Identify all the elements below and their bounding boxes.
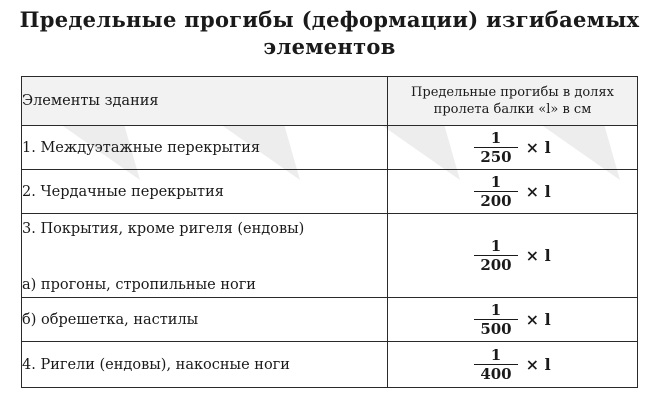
fraction-denominator: 200 xyxy=(474,255,517,274)
fraction-numerator: 1 xyxy=(490,301,502,319)
fraction xyxy=(474,301,517,338)
multiplier: × l xyxy=(525,182,551,201)
row-label: 2. Чердачные перекрытия xyxy=(22,170,388,214)
table-row xyxy=(22,214,638,298)
multiplier: × l xyxy=(525,310,551,329)
table-row xyxy=(22,170,638,214)
row-sublabel: а) прогоны, стропильные ноги xyxy=(22,276,256,293)
row-value xyxy=(388,214,638,298)
table-row xyxy=(22,126,638,170)
row-value xyxy=(388,170,638,214)
row-value xyxy=(388,126,638,170)
title-line-1: Предельные прогибы (деформации) изгибаемых xyxy=(19,7,640,32)
fraction xyxy=(474,237,517,274)
column-header-deflection: Предельные прогибы в долях пролета балки «l» в см xyxy=(388,77,638,126)
document-title xyxy=(0,6,659,60)
column-header-elements: Элементы здания xyxy=(22,77,388,126)
fraction-numerator: 1 xyxy=(490,237,502,255)
multiplier: × l xyxy=(525,355,551,374)
row-value xyxy=(388,298,638,342)
row-value xyxy=(388,342,638,388)
fraction xyxy=(474,346,517,383)
multiplier: × l xyxy=(525,246,551,265)
fraction-numerator: 1 xyxy=(490,346,502,364)
row-label: б) обрешетка, настилы xyxy=(22,298,388,342)
deflection-table xyxy=(21,76,638,388)
title-line-2: элементов xyxy=(263,34,396,59)
table-row xyxy=(22,342,638,388)
row-label: 3. Покрытия, кроме ригеля (ендовы) xyxy=(22,220,305,237)
row-label-group xyxy=(22,214,388,298)
fraction-numerator: 1 xyxy=(490,173,502,191)
table-row xyxy=(22,298,638,342)
fraction-denominator: 500 xyxy=(474,319,517,338)
fraction-denominator: 250 xyxy=(474,147,517,166)
multiplier: × l xyxy=(525,138,551,157)
fraction-denominator: 400 xyxy=(474,364,517,383)
fraction xyxy=(474,173,517,210)
row-label: 4. Ригели (ендовы), накосные ноги xyxy=(22,342,388,388)
fraction xyxy=(474,129,517,166)
fraction-denominator: 200 xyxy=(474,191,517,210)
row-label: 1. Междуэтажные перекрытия xyxy=(22,126,388,170)
fraction-numerator: 1 xyxy=(490,129,502,147)
